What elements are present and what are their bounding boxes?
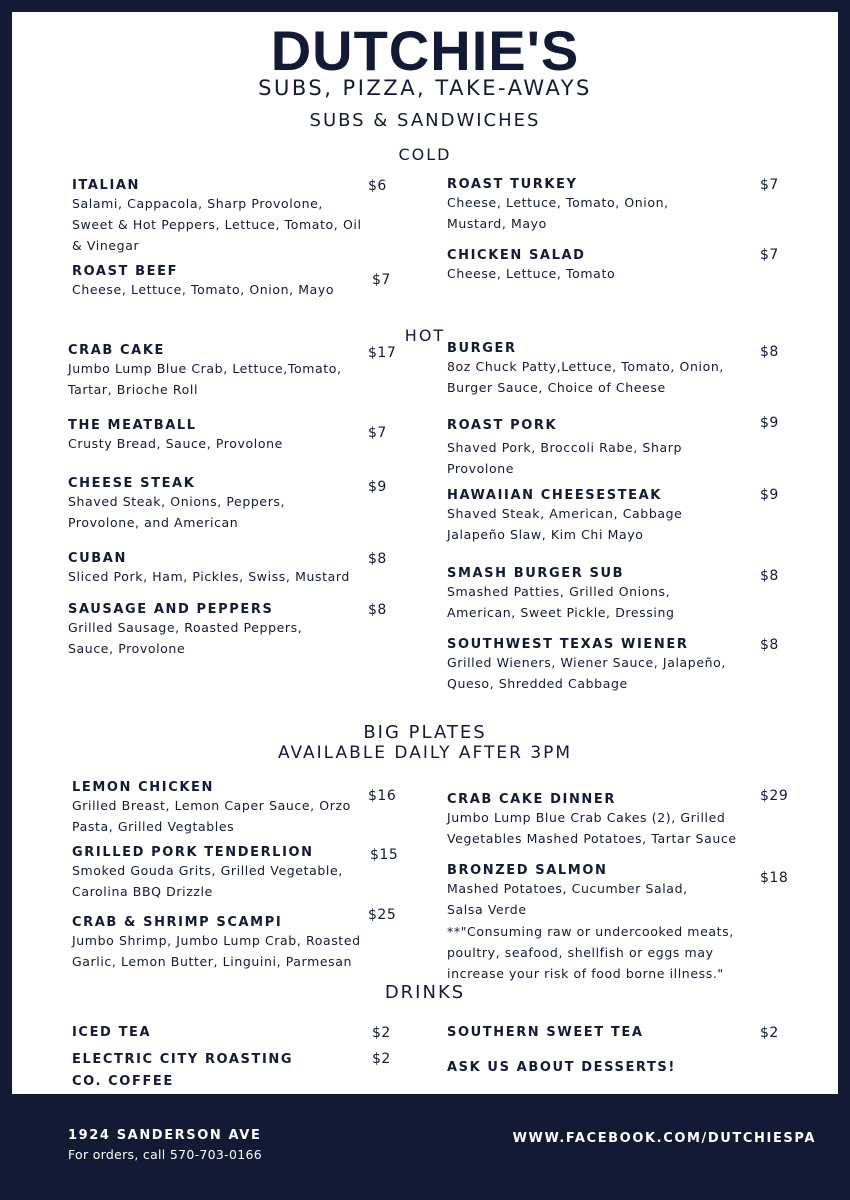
item-price: $15 <box>370 847 399 863</box>
menu-item <box>447 488 737 545</box>
item-price: $2 <box>372 1051 391 1067</box>
menu-item <box>68 602 358 659</box>
food-safety-disclaimer: **"Consuming raw or undercooked meats, poultry, seafood, shellfish or eggs may increase your risk of food borne illness." <box>447 924 734 981</box>
menu-item <box>447 418 697 479</box>
big-plates-heading: BIG PLATES <box>363 722 487 743</box>
item-name: CRAB & SHRIMP SCAMPI <box>72 915 283 930</box>
menu-item <box>68 343 358 400</box>
drink-item-name: ELECTRIC CITY ROASTING CO. COFFEE <box>72 1052 294 1089</box>
item-name: CRAB CAKE DINNER <box>447 792 617 807</box>
drink-item-name: SOUTHERN SWEET TEA <box>447 1025 644 1040</box>
item-name: HAWAIIAN CHEESESTEAK <box>447 488 662 503</box>
item-name: BURGER <box>447 341 517 356</box>
item-name: THE MEATBALL <box>68 418 197 433</box>
big-plates-subheading: AVAILABLE DAILY AFTER 3PM <box>277 743 573 763</box>
item-description: Shaved Pork, Broccoli Rabe, Sharp Provolone <box>447 440 683 476</box>
item-price: $6 <box>368 178 387 194</box>
item-name: ROAST TURKEY <box>447 177 578 192</box>
item-price: $18 <box>760 870 789 886</box>
item-description: Jumbo Lump Blue Crab Cakes (2), Grilled Vegetables Mashed Potatoes, Tartar Sauce <box>447 810 737 846</box>
item-price: $7 <box>760 247 779 263</box>
restaurant-name: DUTCHIE'S <box>270 19 580 82</box>
item-price: $2 <box>372 1025 391 1041</box>
item-price: $8 <box>368 551 387 567</box>
item-description: Smoked Gouda Grits, Grilled Vegetable, Carolina BBQ Drizzle <box>72 863 343 899</box>
order-phone[interactable]: For orders, call 570-703-0166 <box>68 1147 262 1162</box>
item-price: $7 <box>760 177 779 193</box>
item-description: Cheese, Lettuce, Tomato, Onion, Mayo <box>72 282 335 297</box>
item-description: Shaved Steak, Onions, Peppers, Provolone, and American <box>68 494 286 530</box>
drinks-heading: DRINKS <box>384 982 466 1003</box>
menu-item <box>68 418 358 454</box>
menu-item <box>72 264 362 300</box>
item-name: CHEESE STEAK <box>68 476 196 491</box>
item-description: Cheese, Lettuce, Tomato, Onion, Mustard, Mayo <box>447 195 669 231</box>
item-description: Jumbo Lump Blue Crab, Lettuce,Tomato, Tartar, Brioche Roll <box>68 361 342 397</box>
item-description: Grilled Wieners, Wiener Sauce, Jalapeño, Queso, Shredded Cabbage <box>447 655 726 691</box>
facebook-link[interactable]: WWW.FACEBOOK.COM/DUTCHIESPA <box>512 1131 816 1146</box>
menu-item <box>447 863 737 920</box>
menu-item <box>447 341 737 398</box>
item-name: CUBAN <box>68 551 127 566</box>
menu-item <box>447 637 737 694</box>
item-description: Cheese, Lettuce, Tomato <box>447 266 616 281</box>
item-description: Mashed Potatoes, Cucumber Salad, Salsa Verde <box>447 881 688 917</box>
item-name: SAUSAGE AND PEPPERS <box>68 602 274 617</box>
item-price: $7 <box>368 425 387 441</box>
item-name: SMASH BURGER SUB <box>447 566 625 581</box>
item-description: Jumbo Shrimp, Jumbo Lump Crab, Roasted Garlic, Lemon Butter, Linguini, Parmesan <box>72 933 361 969</box>
item-name: GRILLED PORK TENDERLION <box>72 845 314 860</box>
item-price: $2 <box>760 1025 779 1041</box>
item-price: $8 <box>368 602 387 618</box>
address: 1924 SANDERSON AVE <box>68 1128 262 1143</box>
item-name: ROAST BEEF <box>72 264 179 279</box>
item-name: ITALIAN <box>72 178 141 193</box>
item-description: Shaved Steak, American, Cabbage Jalapeño Slaw, Kim Chi Mayo <box>447 506 683 542</box>
item-description: Sliced Pork, Ham, Pickles, Swiss, Mustard <box>68 569 350 584</box>
item-price: $17 <box>368 345 397 361</box>
item-name: BRONZED SALMON <box>447 863 608 878</box>
item-name: CHICKEN SALAD <box>447 248 586 263</box>
item-price: $8 <box>760 568 779 584</box>
item-description: Crusty Bread, Sauce, Provolone <box>68 436 283 451</box>
item-price: $7 <box>372 272 391 288</box>
item-price: $8 <box>760 637 779 653</box>
item-price: $25 <box>368 907 397 923</box>
menu-item <box>72 915 362 972</box>
item-price: $9 <box>760 415 779 431</box>
footer-contact <box>68 1128 262 1162</box>
section-heading-subs: SUBS & SANDWICHES <box>309 110 541 131</box>
item-price: $16 <box>368 788 397 804</box>
item-description: 8oz Chuck Patty,Lettuce, Tomato, Onion, Burger Sauce, Choice of Cheese <box>447 359 724 395</box>
menu-item <box>447 566 737 623</box>
menu-item <box>72 178 362 256</box>
menu-item <box>72 845 362 902</box>
drink-item-name: ICED TEA <box>72 1025 152 1040</box>
item-name: ROAST PORK <box>447 418 558 433</box>
restaurant-tagline: SUBS, PIZZA, TAKE-AWAYS <box>258 76 592 100</box>
item-description: Grilled Breast, Lemon Caper Sauce, Orzo Pasta, Grilled Vegtables <box>72 798 351 834</box>
item-name: LEMON CHICKEN <box>72 780 214 795</box>
menu-item <box>72 780 362 837</box>
menu-item <box>68 476 358 533</box>
menu-item <box>68 551 358 587</box>
item-price: $8 <box>760 344 779 360</box>
item-description: Smashed Patties, Grilled Onions, American, Sweet Pickle, Dressing <box>447 584 675 620</box>
item-description: Grilled Sausage, Roasted Peppers, Sauce, Provolone <box>68 620 303 656</box>
item-name: SOUTHWEST TEXAS WIENER <box>447 637 689 652</box>
item-price: $9 <box>368 479 387 495</box>
menu-item <box>447 177 697 234</box>
cold-heading: COLD <box>398 145 452 164</box>
item-price: $29 <box>760 788 789 804</box>
desserts-note: ASK US ABOUT DESSERTS! <box>447 1060 676 1075</box>
menu-item <box>447 248 697 284</box>
item-name: CRAB CAKE <box>68 343 166 358</box>
item-description: Salami, Cappacola, Sharp Provolone, Sweet & Hot Peppers, Lettuce, Tomato, Oil & Vinegar <box>72 196 362 253</box>
menu-item <box>447 792 747 849</box>
item-price: $9 <box>760 487 779 503</box>
hot-heading: HOT <box>404 326 446 345</box>
